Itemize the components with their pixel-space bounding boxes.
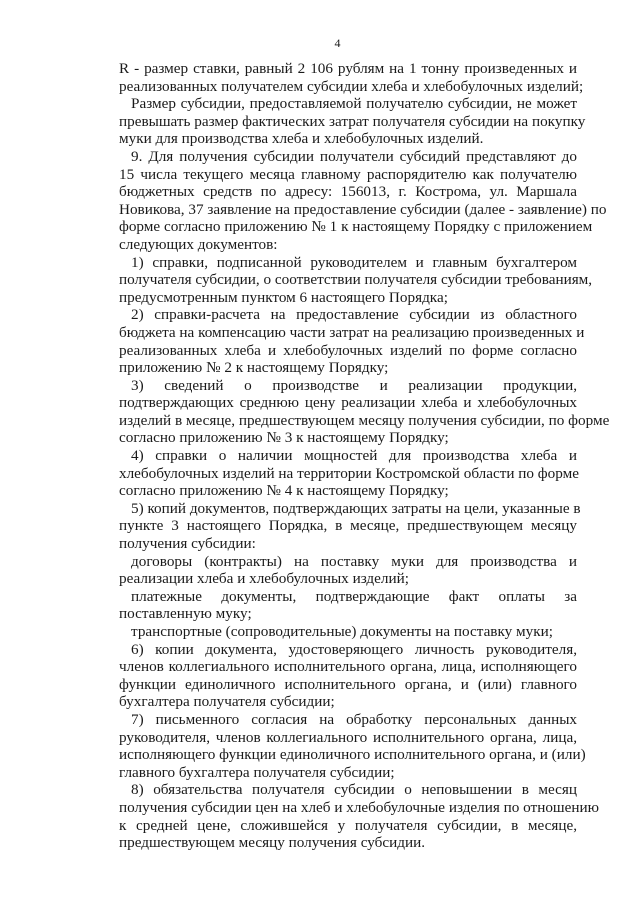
text-line: к средней цене, сложившейся у получателя субсидии, в месяце,	[119, 816, 577, 834]
paragraph	[119, 499, 581, 553]
text-line: руководителя, членов коллегиального исполнительного органа, лица,	[119, 728, 577, 746]
text-line: 2) справки-расчета на предоставление субсидии из областного	[131, 306, 577, 324]
text-line: получателя субсидии, о соответствии получателя субсидии требованиям,	[119, 271, 593, 289]
text-line: поставленную муку;	[119, 605, 252, 623]
text-line: функции единоличного исполнительного органа, и (или) главного	[119, 675, 577, 693]
text-line: R - размер ставки, равный 2 106 рублям на 1 тонну произведенных и	[119, 60, 577, 77]
text-line: Размер субсидии, предоставляемой получателю субсидии, не может	[131, 95, 577, 113]
text-line: форме согласно приложению № 1 к настоящему Порядку с приложением	[119, 218, 593, 236]
paragraph	[119, 95, 586, 148]
text-line: членов коллегиального исполнительного органа, лица, исполняющего	[119, 658, 577, 676]
page-number: 4	[334, 36, 341, 50]
text-line: договоры (контракты) на поставку муки для производства и	[131, 552, 577, 570]
paragraph	[119, 60, 584, 95]
text-line: предусмотренным пунктом 6 настоящего Порядка;	[119, 288, 448, 306]
text-line: следующих документов:	[119, 235, 278, 253]
paragraph	[119, 447, 577, 500]
paragraph	[119, 641, 577, 711]
paragraph	[119, 623, 577, 641]
text-line: подтверждающих среднюю цену реализации хлеба и хлебобулочных	[119, 394, 577, 412]
paragraph	[119, 588, 577, 623]
paragraph	[119, 781, 599, 852]
document-body	[119, 60, 610, 852]
text-line: бухгалтера получателя субсидии;	[119, 693, 335, 711]
text-line: бюджетных средств по адресу: 156013, г. Кострома, ул. Маршала	[119, 183, 577, 201]
text-line: бюджета на компенсацию части затрат на реализацию произведенных и	[119, 323, 585, 341]
text-line: Новикова, 37 заявление на предоставление субсидии (далее - заявление) по	[119, 200, 607, 218]
text-line: реализованных хлеба и хлебобулочных изделий по форме согласно	[119, 341, 577, 359]
text-line: изделий в месяце, предшествующем месяцу получения субсидии, по форме	[119, 411, 610, 429]
text-line: главного бухгалтера получателя субсидии;	[119, 763, 395, 781]
text-line: реализованных получателем субсидии хлеба и хлебобулочных изделий;	[119, 77, 584, 95]
text-line: согласно приложению № 4 к настоящему Порядку;	[119, 482, 449, 500]
text-line: 9. Для получения субсидии получатели субсидий представляют до	[131, 147, 577, 165]
paragraph	[119, 710, 586, 781]
text-line: предшествующем месяцу получения субсидии.	[119, 834, 426, 852]
text-line: муки для производства хлеба и хлебобулочных изделий.	[119, 130, 484, 148]
text-line: получения субсидии цен на хлеб и хлебобулочные изделия по отношению	[119, 798, 599, 816]
text-line: хлебобулочных изделий на территории Костромской области по форме	[119, 464, 579, 482]
text-line: приложению № 2 к настоящему Порядку;	[119, 359, 389, 377]
text-line: реализации хлеба и хлебобулочных изделий;	[119, 570, 409, 588]
text-line: 3) сведений о производстве и реализации продукции,	[131, 376, 577, 394]
text-line: получения субсидии:	[119, 535, 256, 553]
paragraph	[119, 306, 585, 377]
text-line: 6) копии документа, удостоверяющего личность руководителя,	[131, 640, 577, 658]
text-line: согласно приложению № 3 к настоящему Порядку;	[119, 429, 449, 447]
text-line: 1) справки, подписанной руководителем и главным бухгалтером	[131, 253, 577, 271]
text-line: 4) справки о наличии мощностей для производства хлеба и	[131, 447, 577, 465]
text-line: 15 числа текущего месяца главному распорядителю как получателю	[119, 165, 577, 183]
text-line: 5) копий документов, подтверждающих затраты на цели, указанные в	[131, 499, 581, 517]
paragraph	[119, 253, 593, 307]
text-line: 8) обязательства получателя субсидии о неповышении в месяц	[131, 781, 577, 799]
text-line: транспортные (сопроводительные) документы на поставку муки;	[131, 623, 553, 640]
text-line: платежные документы, подтверждающие факт оплаты за	[131, 587, 577, 605]
paragraph	[119, 376, 610, 447]
paragraph	[119, 553, 577, 588]
text-line: пункте 3 настоящего Порядка, в месяце, предшествующем месяцу	[119, 517, 577, 535]
text-line: 7) письменного согласия на обработку персональных данных	[131, 710, 577, 728]
text-line: превышать размер фактических затрат получателя субсидии на покупку	[119, 112, 586, 130]
text-line: исполняющего функции единоличного исполнительного органа, и (или)	[119, 746, 586, 764]
paragraph	[119, 147, 607, 254]
